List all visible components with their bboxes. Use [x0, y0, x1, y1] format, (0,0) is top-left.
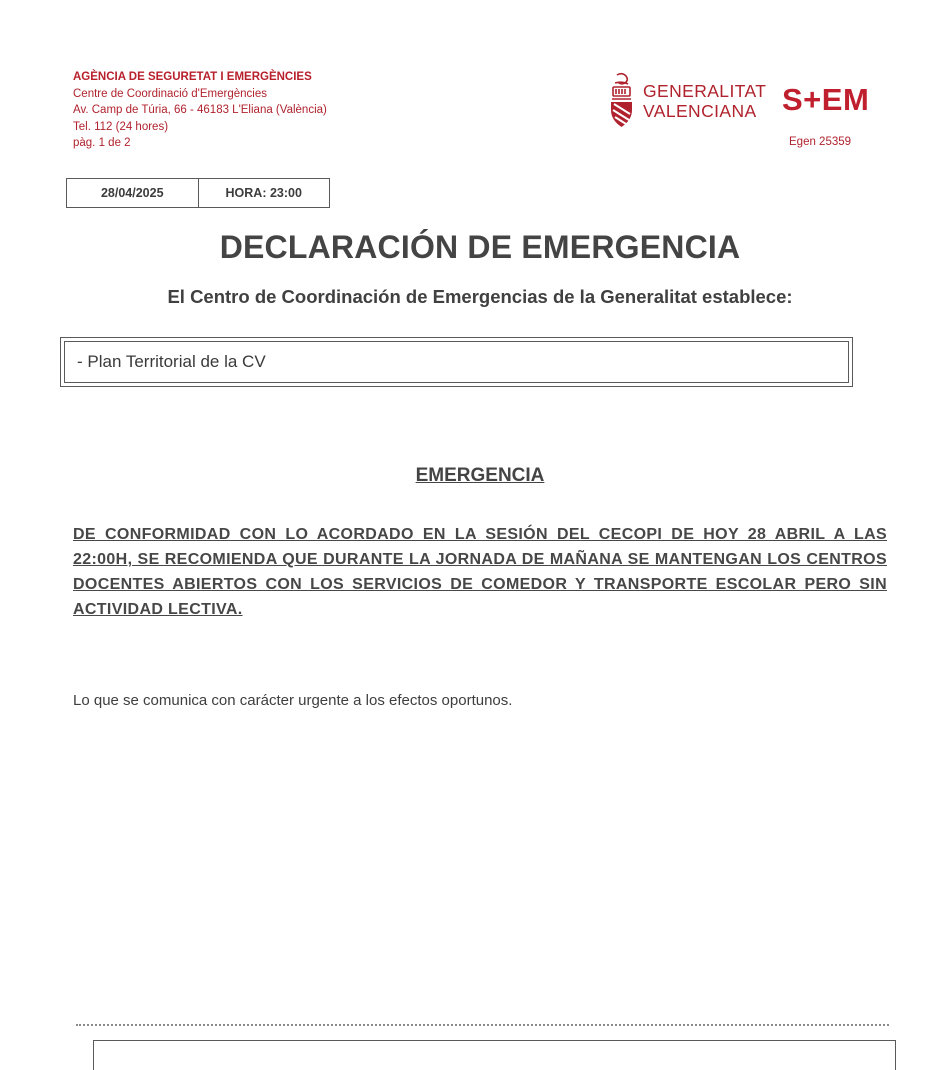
agency-name: AGÈNCIA DE SEGURETAT I EMERGÈNCIES [73, 71, 312, 83]
closing-text: Lo que se comunica con carácter urgente a los efectos oportunos. [73, 692, 513, 709]
centre-name: Centre de Coordinació d'Emergències [73, 87, 267, 100]
agency-header [73, 69, 393, 152]
footer-divider [76, 1024, 889, 1026]
generalitat-logo [607, 70, 766, 132]
section-heading: EMERGENCIA [415, 465, 545, 486]
egen-code: Egen 25359 [789, 136, 852, 148]
hour-cell: HORA: 23:00 [198, 179, 330, 207]
date-cell: 28/04/2025 [100, 186, 164, 200]
agency-phone: Tel. 112 (24 hores) [73, 120, 169, 133]
datetime-table [66, 178, 330, 208]
agency-address: Av. Camp de Túria, 66 - 46183 L'Eliana (València) [73, 104, 327, 116]
generalitat-line1: GENERALITAT [643, 81, 767, 101]
plan-box [60, 337, 853, 387]
generalitat-line2: VALENCIANA [643, 101, 757, 121]
document-subtitle: El Centro de Coordinación de Emergencias de la Generalitat establece: [167, 286, 793, 307]
sem-logo: S+EM [782, 82, 870, 117]
footer-box-edge [93, 1040, 896, 1070]
generalitat-emblem-icon [607, 71, 637, 131]
page-number: pàg. 1 de 2 [73, 137, 131, 149]
plan-text: - Plan Territorial de la CV [64, 341, 849, 383]
document-title: DECLARACIÓN DE EMERGENCIA [219, 229, 741, 265]
generalitat-wordmark [643, 81, 766, 121]
body-paragraph: DE CONFORMIDAD CON LO ACORDADO EN LA SESIÓN DEL CECOPI DE HOY 28 ABRIL A LAS 22:00H, SE RECOMIENDA QUE DURANTE LA JORNADA DE MAÑANA SE MANTENGAN LOS CENTROS DOCENTES ABIERTOS CON LOS SERVICIOS DE COMEDOR Y TRANSPORTE ESCOLAR PERO SIN ACTIVIDAD LECTIVA. [73, 526, 887, 618]
